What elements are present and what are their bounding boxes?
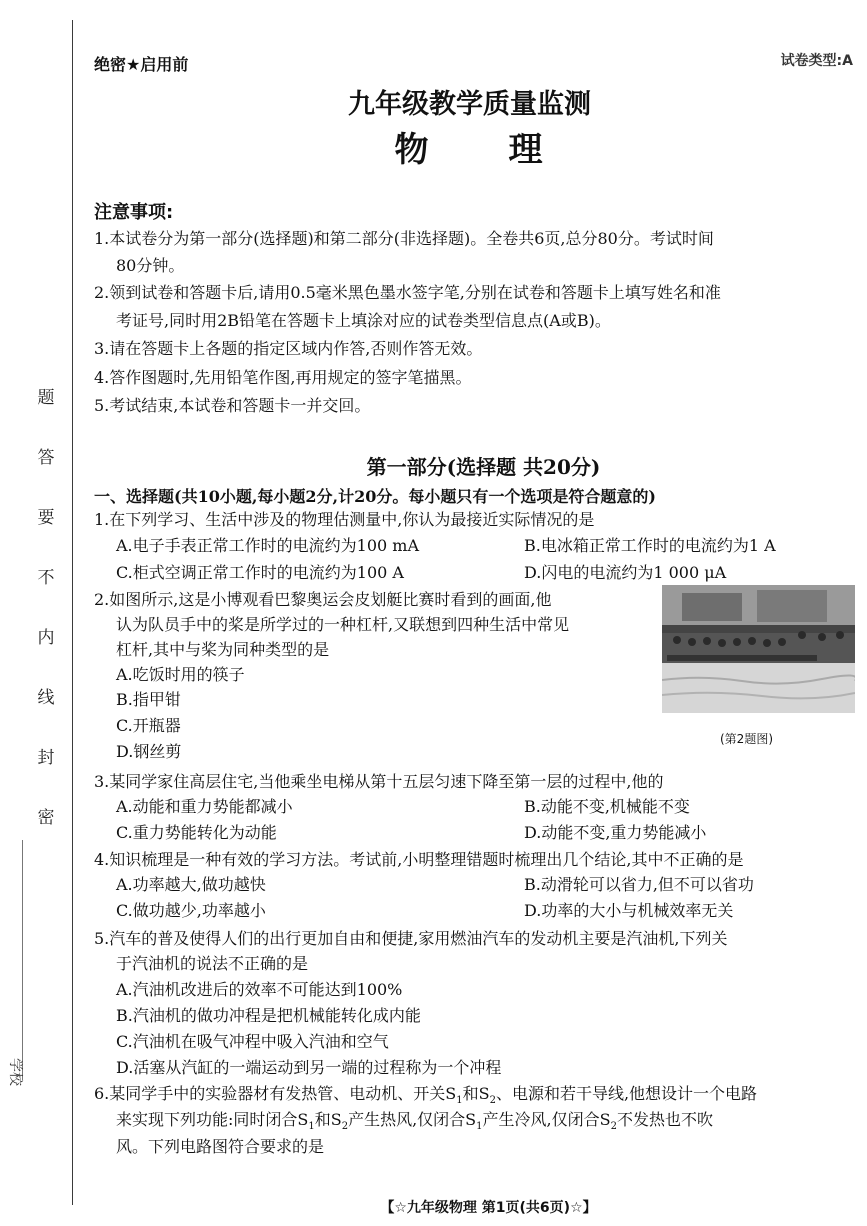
secret-label: 绝密★启用前: [94, 55, 189, 74]
figure-caption: (第2题图): [720, 732, 773, 746]
question-stem: 4.知识梳理是一种有效的学习方法。考试前,小明整理错题时梳理出几个结论,其中不正确的是: [94, 850, 744, 869]
option-c: C.柜式空调正常工作时的电流约为100 A: [116, 563, 404, 582]
page-footer: 【☆九年级物理 第1页(共6页)☆】: [380, 1200, 597, 1216]
notice-item: 80分钟。: [116, 256, 185, 275]
subject-title: 物理: [394, 130, 623, 170]
question-stem: 认为队员手中的桨是所学过的一种杠杆,又联想到四种生活中常见: [116, 615, 570, 634]
option-a: A.汽油机改进后的效率不可能达到100%: [116, 980, 403, 999]
binding-char: 要: [37, 508, 55, 528]
section-title: 一、选择题(共10小题,每小题2分,计20分。每小题只有一个选项是符合题意的): [94, 487, 656, 506]
option-d: D.功率的大小与机械效率无关: [524, 901, 734, 920]
option-b: B.动滑轮可以省力,但不可以省功: [524, 875, 754, 894]
paper-type: 试卷类型:A: [780, 53, 853, 69]
option-a: A.功率越大,做功越快: [116, 875, 266, 894]
option-b: B.电冰箱正常工作时的电流约为1 A: [524, 536, 776, 555]
question-stem: 2.如图所示,这是小博观看巴黎奥运会皮划艇比赛时看到的画面,他: [94, 590, 552, 609]
binding-line: [72, 20, 73, 1205]
binding-char: 答: [37, 448, 55, 468]
notice-item: 考证号,同时用2B铅笔在答题卡上填涂对应的试卷类型信息点(A或B)。: [116, 311, 611, 330]
option-c: C.重力势能转化为动能: [116, 823, 277, 842]
option-c: C.做功越少,功率越小: [116, 901, 266, 920]
notice-item: 1.本试卷分为第一部分(选择题)和第二部分(非选择题)。全卷共6页,总分80分。考试时间: [94, 229, 714, 248]
question-stem: 来实现下列功能:同时闭合$S_1$和$S_2$产生热风,仅闭合$S_1$产生冷风,仅闭合$S_2$不发热也不吹: [116, 1110, 713, 1133]
option-c: C.汽油机在吸气冲程中吸入汽油和空气: [116, 1032, 389, 1051]
question-stem: 6.某同学手中的实验器材有发热管、电动机、开关$S_1$和$S_2$、电源和若干导线,他想设计一个电路: [94, 1084, 758, 1107]
binding-char: 题: [37, 388, 55, 408]
question-stem: 1.在下列学习、生活中涉及的物理估测量中,你认为最接近实际情况的是: [94, 510, 595, 529]
question-stem: 杠杆,其中与桨为同种类型的是: [116, 640, 330, 659]
option-d: D.动能不变,重力势能减小: [524, 823, 707, 842]
school-label: 学校: [7, 1058, 23, 1086]
option-a: A.吃饭时用的筷子: [116, 665, 245, 684]
option-b: B.动能不变,机械能不变: [524, 797, 690, 816]
option-d: D.活塞从汽缸的一端运动到另一端的过程称为一个冲程: [116, 1058, 502, 1077]
option-a: A.动能和重力势能都减小: [116, 797, 293, 816]
option-b: B.汽油机的做功冲程是把机械能转化成内能: [116, 1006, 421, 1025]
binding-char: 封: [37, 748, 55, 768]
option-d: D.闪电的电流约为1 000 μA: [524, 563, 727, 582]
notice-item: 3.请在答题卡上各题的指定区域内作答,否则作答无效。: [94, 339, 483, 358]
option-c: C.开瓶器: [116, 716, 181, 735]
binding-char: 内: [37, 628, 55, 648]
question-stem: 5.汽车的普及使得人们的出行更加自由和便捷,家用燃油汽车的发动机主要是汽油机,下列关: [94, 929, 728, 948]
notice-item: 2.领到试卷和答题卡后,请用0.5毫米黑色墨水签字笔,分别在试卷和答题卡上填写姓名和准: [94, 283, 721, 302]
exam-title: 九年级教学质量监测: [348, 89, 591, 120]
notice-title: 注意事项:: [94, 202, 174, 223]
option-d: D.钢丝剪: [116, 742, 182, 761]
option-a: A.电子手表正常工作时的电流约为100 mA: [116, 536, 419, 555]
question-stem: 于汽油机的说法不正确的是: [116, 954, 309, 973]
option-b: B.指甲钳: [116, 690, 181, 709]
part-title: 第一部分(选择题 共20分): [366, 455, 601, 479]
binding-char: 密: [37, 808, 55, 828]
canoe-photo: [662, 585, 855, 713]
binding-char: 不: [37, 568, 55, 588]
question-stem: 风。下列电路图符合要求的是: [116, 1137, 325, 1156]
notice-item: 5.考试结束,本试卷和答题卡一并交回。: [94, 396, 371, 415]
binding-line-outer: [22, 840, 23, 1080]
notice-item: 4.答作图题时,先用铅笔作图,再用规定的签字笔描黑。: [94, 368, 472, 387]
question-stem: 3.某同学家住高层住宅,当他乘坐电梯从第十五层匀速下降至第一层的过程中,他的: [94, 772, 664, 791]
binding-char: 线: [37, 688, 55, 708]
